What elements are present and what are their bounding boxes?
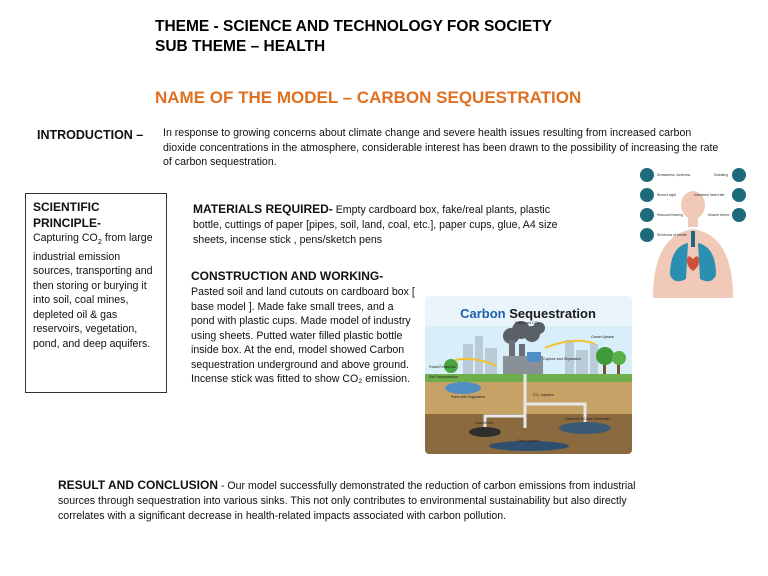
ear-icon bbox=[640, 208, 654, 222]
model-name-title: NAME OF THE MODEL – CARBON SEQUESTRATION bbox=[155, 88, 582, 107]
poster-label: Dispersed CO₂ bbox=[515, 321, 539, 325]
poster-label: Depleted Oil Gas Reservoirs bbox=[565, 417, 611, 421]
result-title: RESULT AND CONCLUSION bbox=[58, 478, 218, 492]
carbon-sequestration-illustration bbox=[425, 296, 632, 454]
symptom-label: Increased heart rate bbox=[694, 193, 725, 197]
symptom-label: Muscle tremor bbox=[708, 213, 730, 217]
muscle-icon bbox=[732, 208, 746, 222]
poster-label: Soil Sequestration bbox=[429, 375, 459, 379]
depleted-reservoir bbox=[559, 422, 611, 434]
principle-text-end: from large industrial emission sources, transporting and then storing or burying it into soil, coal mines, depleted oil & gas reservoirs, vegetation, pond, and deep aquifers. bbox=[33, 232, 153, 350]
symptom-label: Drowsiness, dizziness bbox=[657, 173, 691, 177]
scientific-principle-box bbox=[25, 193, 167, 393]
principle-title: SCIENTIFIC PRINCIPLE- bbox=[33, 200, 102, 230]
co2-health-effects-illustration bbox=[638, 163, 748, 298]
materials-text: Empty cardboard box, fake/real plants, plastic bottle, cuttings of paper [pipes, soil, land, coal, etc.], paper cups, glue, A4 size sheets, incense stick , pens/sketch pens bbox=[193, 204, 558, 246]
poster-label: Fossil Emissions bbox=[429, 365, 456, 369]
poster-label: Ocean Uptake bbox=[591, 335, 614, 339]
poster-label: Capture and Separation bbox=[543, 357, 582, 361]
poster-label: Deep Aquifers bbox=[517, 439, 540, 443]
poster-label: CO₂ Injection bbox=[533, 393, 555, 397]
sub-theme-line: SUB THEME – HEALTH bbox=[155, 38, 326, 55]
principle-text bbox=[33, 231, 161, 351]
symptom-icons-left bbox=[640, 168, 654, 242]
poster-title: Carbon Sequestration bbox=[460, 306, 596, 321]
materials-title: MATERIALS REQUIRED- bbox=[193, 202, 333, 216]
pond bbox=[445, 382, 481, 394]
health-svg bbox=[638, 163, 748, 298]
symptom-icons-right bbox=[732, 168, 746, 222]
introduction-text: In response to growing concerns about climate change and severe health issues resulting from increased carbon dioxide concentrations in the atmosphere, considerable interest has been drawn to the possibility of increasing the rate of carbon sequestration. bbox=[163, 127, 719, 168]
symptom-label: Blurred sight bbox=[657, 193, 677, 197]
principle-text-start: Capturing CO bbox=[33, 232, 98, 244]
symptom-label: Sweating bbox=[714, 173, 728, 177]
result-text: - Our model successfully demonstrated the reduction of carbon emissions from industrial sources through sequestration into various sinks. This not only contributes to environmental sustainability but also directly correlates with a significant decrease in health-related impacts associated with carbon pollution. bbox=[58, 480, 636, 522]
symptom-label: Reduced hearing bbox=[657, 213, 683, 217]
head-dizzy-icon bbox=[640, 168, 654, 182]
poster-svg bbox=[425, 296, 632, 454]
poster-label: Coal Mines bbox=[475, 421, 493, 425]
eye-icon bbox=[640, 188, 654, 202]
theme-line: THEME - SCIENCE AND TECHNOLOGY FOR SOCIETY bbox=[155, 18, 552, 35]
theme-heading bbox=[155, 17, 552, 57]
heart-rate-icon bbox=[732, 188, 746, 202]
construction-title: CONSTRUCTION AND WORKING- bbox=[191, 269, 384, 283]
poster-label: Pond with Organisms bbox=[451, 395, 486, 399]
construction-text: Pasted soil and land cutouts on cardboard box [ base model ]. Made fake small trees, and a pond with plastic cups. Made model of industry using sheets. Putted water filled plastic bottle inside box. At the end, model showed Carbon sequestration underground and above ground. Incense stick was fitted to show CO₂ emission. bbox=[191, 286, 415, 385]
breath-icon bbox=[640, 228, 654, 242]
coal-seam bbox=[469, 427, 501, 437]
introduction-label: INTRODUCTION – bbox=[37, 128, 144, 142]
principle-subscript: 2 bbox=[97, 237, 102, 247]
materials-section bbox=[193, 202, 558, 248]
symptom-label: Shortness of breath bbox=[657, 233, 687, 237]
result-section bbox=[58, 478, 638, 524]
sweat-icon bbox=[732, 168, 746, 182]
construction-section bbox=[191, 268, 416, 387]
